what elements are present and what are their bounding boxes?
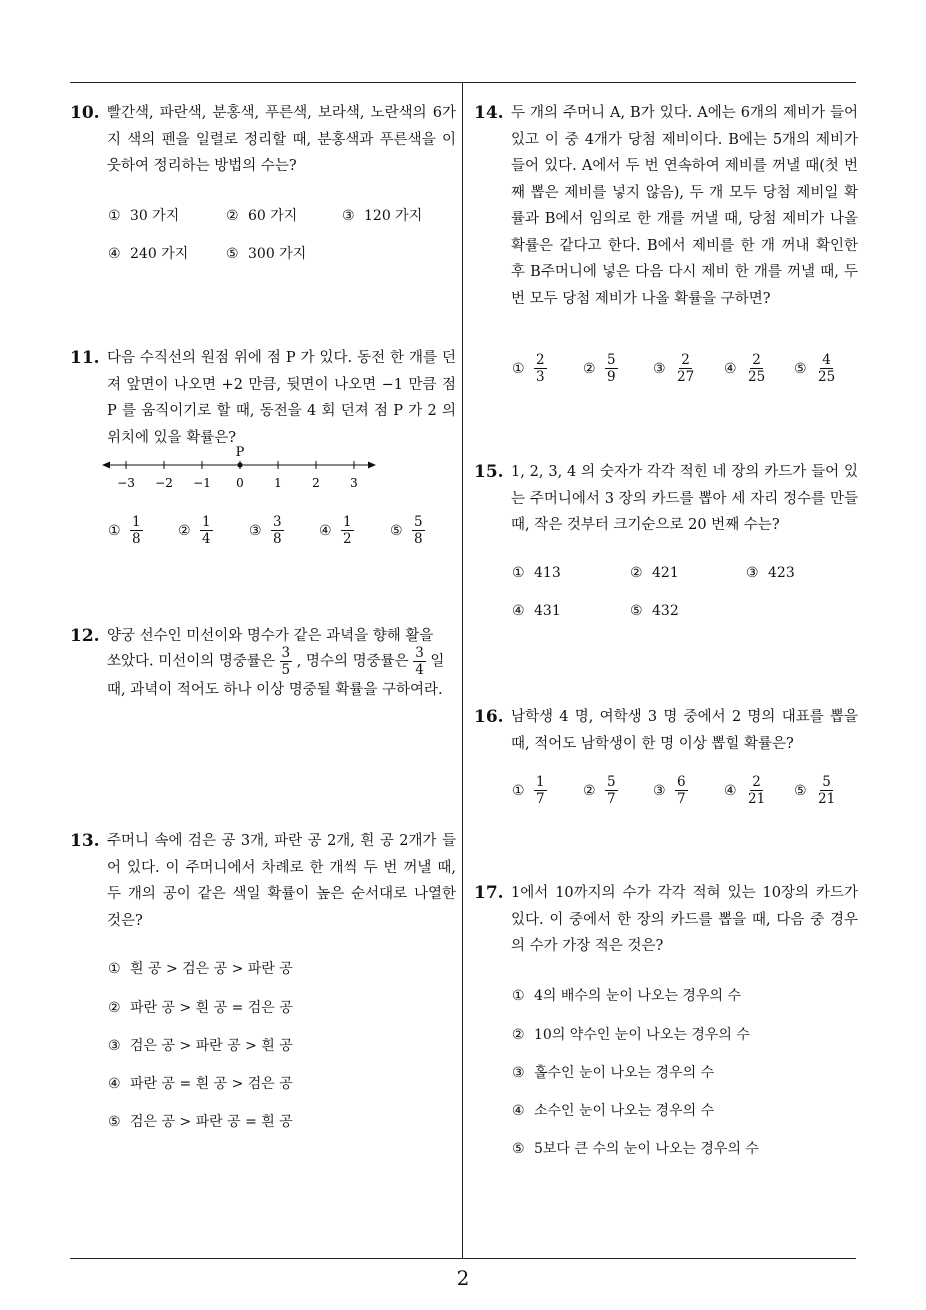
question-text: 1, 2, 3, 4 의 숫자가 각각 적힌 네 장의 카드가 들어 있는 주머니에서 3 장의 카드를 뽑아 세 자리 정수를 만들 때, 작은 것부터 크기순으로 20 번째 수는? [511, 464, 858, 533]
option-mark: ③ [653, 360, 666, 377]
question-number: 13. [70, 831, 100, 851]
q16-options [512, 774, 852, 814]
option-mark: ② [630, 565, 643, 581]
option-1[interactable] [108, 205, 179, 225]
option-1[interactable] [512, 352, 547, 385]
option-text: 소수인 눈이 나오는 경우의 수 [534, 1103, 715, 1119]
question-text: 두 개의 주머니 A, B가 있다. A에는 6개의 제비가 들어 있고 이 중 4개가 당첨 제비이다. B에는 5개의 제비가 들어 있다. A에서 두 번 연속하여 제비를 꺼낼 때(첫 번째 뽑은 제비를 넣지 않음), 두 개 모두 당첨 제비일 확률과 B에서 임의로 한 개를 꺼낼 때, 당첨 제비가 나올 확률은 같다고 한다. B에서 제비를 한 개 꺼내 확인한 후 B주머니에 넣은 다음 다시 제비 한 개를 꺼낼 때, 두 번 모두 당첨 제비가 나올 확률을 구하면? [511, 105, 858, 307]
option-text: 홀수인 눈이 나오는 경우의 수 [534, 1065, 715, 1081]
question-text: 주머니 속에 검은 공 3개, 파란 공 2개, 흰 공 2개가 들어 있다. 이 주머니에서 차례로 한 개씩 두 번 꺼낼 때, 두 개의 공이 같은 색일 확률이 높은 순서대로 나열한 것은? [107, 833, 456, 929]
numerator: 5 [607, 774, 616, 790]
option-3[interactable] [746, 565, 795, 581]
option-text: 60 가지 [248, 208, 298, 224]
denominator: 21 [818, 791, 836, 807]
numerator: 5 [414, 514, 423, 530]
option-mark: ③ [746, 565, 759, 581]
option-text: 300 가지 [248, 246, 307, 262]
denominator: 4 [415, 662, 424, 678]
option-text: 흰 공 > 검은 공 > 파란 공 [130, 961, 293, 977]
denominator: 27 [677, 369, 695, 385]
question-number: 12. [70, 626, 100, 646]
option-mark: ② [226, 208, 239, 224]
question-text: 빨간색, 파란색, 분홍색, 푸른색, 보라색, 노란색의 6가지 색의 펜을 일렬로 정리할 때, 분홍색과 푸른색을 이웃하여 정리하는 방법의 수는? [107, 105, 456, 174]
question-number: 10. [70, 103, 100, 123]
numerator: 3 [415, 645, 424, 661]
option-mark: ④ [108, 1076, 121, 1092]
numerator: 4 [822, 352, 831, 368]
q17-options [512, 985, 852, 1165]
right-arrow-icon [368, 462, 376, 469]
option-mark: ① [512, 988, 525, 1004]
tick-label: 2 [312, 476, 320, 490]
option-mark: ① [108, 522, 121, 539]
option-mark: ② [108, 1000, 121, 1016]
question-15 [474, 459, 858, 539]
question-text: 남학생 4 명, 여학생 3 명 중에서 2 명의 대표를 뽑을 때, 적어도 남학생이 한 명 이상 뽑힐 확률은? [511, 709, 858, 752]
option-mark: ① [512, 360, 525, 377]
option-2[interactable] [583, 352, 618, 385]
option-1[interactable] [512, 774, 547, 807]
option-mark: ③ [108, 1038, 121, 1054]
denominator: 3 [536, 369, 545, 385]
option-mark: ⑤ [512, 1141, 525, 1157]
fraction [605, 774, 618, 807]
fraction [534, 774, 547, 807]
denominator: 4 [202, 531, 211, 547]
option-text: 검은 공 > 파란 공 > 흰 공 [130, 1038, 293, 1054]
fraction [341, 514, 354, 547]
question-line-1: 양궁 선수인 미선이와 명수가 같은 과녁을 향해 활을 [107, 628, 434, 644]
question-number: 11. [70, 348, 100, 368]
option-5[interactable] [512, 1138, 759, 1158]
option-mark: ⑤ [390, 522, 403, 539]
option-mark: ⑤ [226, 246, 239, 262]
option-text: 413 [534, 565, 561, 581]
option-mark: ① [512, 782, 525, 799]
option-5[interactable] [794, 774, 837, 807]
text-part: 일 [430, 653, 445, 670]
left-arrow-icon [102, 462, 110, 469]
fraction [675, 774, 688, 807]
option-mark: ① [108, 961, 121, 977]
fraction [534, 352, 547, 385]
option-mark: ① [108, 208, 121, 224]
question-number: 15. [474, 462, 504, 482]
option-text: 423 [768, 565, 795, 581]
option-text: 파란 공 = 흰 공 > 검은 공 [130, 1076, 293, 1092]
tick-label: −3 [117, 476, 135, 490]
option-mark: ③ [249, 522, 262, 539]
q11-options [108, 514, 458, 554]
numerator: 2 [536, 352, 545, 368]
option-2[interactable] [512, 1024, 750, 1044]
option-text: 파란 공 > 흰 공 = 검은 공 [130, 1000, 293, 1016]
question-number: 16. [474, 707, 504, 727]
tick-label: −2 [155, 476, 173, 490]
numerator: 5 [822, 774, 831, 790]
number-line [100, 440, 385, 495]
fraction-myeongsu [413, 645, 426, 678]
option-3[interactable] [342, 205, 422, 225]
question-17 [474, 880, 858, 960]
option-mark: ① [512, 565, 525, 581]
option-4[interactable] [108, 1073, 293, 1093]
numerator: 2 [752, 352, 761, 368]
option-4[interactable] [512, 603, 561, 619]
denominator: 9 [607, 369, 616, 385]
option-5[interactable] [630, 603, 679, 619]
option-text: 30 가지 [130, 208, 180, 224]
option-mark: ④ [108, 246, 121, 262]
option-text: 5보다 큰 수의 눈이 나오는 경우의 수 [534, 1141, 759, 1157]
denominator: 21 [748, 791, 766, 807]
fraction-miseon [280, 645, 293, 678]
fraction [675, 352, 696, 385]
option-mark: ② [178, 522, 191, 539]
option-text: 10의 약수인 눈이 나오는 경우의 수 [534, 1027, 750, 1043]
option-3[interactable] [653, 352, 696, 385]
numerator: 1 [132, 514, 141, 530]
text-part: 쏘았다. 미선이의 명중률은 [107, 653, 275, 670]
option-1[interactable] [512, 565, 561, 581]
denominator: 5 [281, 662, 291, 678]
denominator: 25 [748, 369, 766, 385]
denominator: 8 [132, 531, 141, 547]
bottom-rule [70, 1258, 856, 1259]
denominator: 7 [536, 791, 545, 807]
question-line-3: 때, 과녁이 적어도 하나 이상 명중될 확률을 구하여라. [107, 682, 443, 698]
page-number: 2 [456, 1266, 470, 1290]
option-2[interactable] [630, 565, 679, 581]
option-text: 240 가지 [130, 246, 189, 262]
option-4[interactable] [319, 514, 354, 547]
numerator: 1 [536, 774, 545, 790]
option-mark: ④ [512, 1103, 525, 1119]
option-text: 431 [534, 603, 561, 619]
option-3[interactable] [249, 514, 284, 547]
tick-label: 0 [236, 476, 244, 490]
question-10 [70, 100, 456, 180]
option-mark: ⑤ [794, 360, 807, 377]
point-label: P [235, 445, 245, 460]
option-mark: ③ [512, 1065, 525, 1081]
option-mark: ④ [724, 782, 737, 799]
question-text: 1에서 10까지의 수가 각각 적혀 있는 10장의 카드가 있다. 이 중에서 한 장의 카드를 뽑을 때, 다음 중 경우의 수가 가장 적은 것은? [511, 885, 858, 954]
option-mark: ③ [342, 208, 355, 224]
option-mark: ③ [653, 782, 666, 799]
option-text: 4의 배수의 눈이 나오는 경우의 수 [534, 988, 741, 1004]
option-mark: ② [512, 1027, 525, 1043]
fraction [605, 352, 618, 385]
numerator: 1 [343, 514, 352, 530]
q13-options [108, 958, 448, 1138]
question-number: 17. [474, 883, 504, 903]
question-line-2 [107, 645, 444, 678]
fraction [816, 352, 837, 385]
question-16 [474, 704, 858, 757]
option-2[interactable] [583, 774, 618, 807]
option-1[interactable] [512, 985, 741, 1005]
option-4[interactable] [108, 243, 188, 263]
tick-label: 3 [350, 476, 358, 490]
question-text: 다음 수직선의 원점 위에 점 P 가 있다. 동전 한 개를 던져 앞면이 나오면 +2 만큼, 뒷면이 나오면 −1 만큼 점 P 를 움직이기로 할 때, 동전을 4 회 던져 점 P 가 2 의 위치에 있을 확률은? [107, 350, 456, 446]
point-p-marker [237, 462, 242, 467]
option-mark: ② [583, 782, 596, 799]
option-4[interactable] [724, 774, 767, 807]
question-12 [70, 623, 456, 713]
q15-options [512, 565, 852, 625]
option-5[interactable] [390, 514, 425, 547]
question-13 [70, 828, 456, 934]
numerator: 6 [677, 774, 686, 790]
option-1[interactable] [108, 958, 293, 978]
q14-options [512, 352, 852, 392]
option-mark: ⑤ [630, 603, 643, 619]
fraction [746, 352, 767, 385]
numerator: 5 [607, 352, 616, 368]
option-4[interactable] [512, 1100, 714, 1120]
option-mark: ④ [724, 360, 737, 377]
fraction [271, 514, 284, 547]
fraction [746, 774, 767, 807]
option-2[interactable] [108, 997, 293, 1017]
option-mark: ② [583, 360, 596, 377]
numerator: 2 [752, 774, 761, 790]
numerator: 1 [202, 514, 211, 530]
question-14 [474, 100, 858, 312]
option-mark: ⑤ [794, 782, 807, 799]
option-4[interactable] [724, 352, 767, 385]
tick-label: −1 [193, 476, 211, 490]
fraction [412, 514, 425, 547]
fraction [130, 514, 143, 547]
denominator: 7 [607, 791, 616, 807]
option-mark: ⑤ [108, 1114, 121, 1130]
column-divider [462, 82, 463, 1258]
option-3[interactable] [653, 774, 688, 807]
question-11 [70, 345, 456, 451]
option-text: 421 [652, 565, 679, 581]
top-rule [70, 82, 856, 83]
denominator: 8 [414, 531, 423, 547]
option-text: 432 [652, 603, 679, 619]
numerator: 3 [273, 514, 282, 530]
option-text: 120 가지 [364, 208, 423, 224]
option-mark: ④ [512, 603, 525, 619]
option-2[interactable] [178, 514, 213, 547]
numerator: 3 [281, 645, 291, 661]
fraction [200, 514, 213, 547]
denominator: 8 [273, 531, 282, 547]
option-5[interactable] [226, 243, 306, 263]
fraction [816, 774, 837, 807]
option-3[interactable] [512, 1062, 714, 1082]
denominator: 7 [677, 791, 686, 807]
denominator: 25 [818, 369, 836, 385]
text-part: , 명수의 명중률은 [296, 653, 409, 670]
option-mark: ④ [319, 522, 332, 539]
option-2[interactable] [226, 205, 297, 225]
option-5[interactable] [108, 1111, 293, 1131]
numerator: 2 [681, 352, 690, 368]
q10-options [108, 205, 458, 265]
option-text: 검은 공 > 파란 공 = 흰 공 [130, 1114, 293, 1130]
tick-label: 1 [274, 476, 282, 490]
option-3[interactable] [108, 1035, 293, 1055]
option-1[interactable] [108, 514, 143, 547]
denominator: 2 [343, 531, 352, 547]
option-5[interactable] [794, 352, 837, 385]
question-number: 14. [474, 103, 504, 123]
